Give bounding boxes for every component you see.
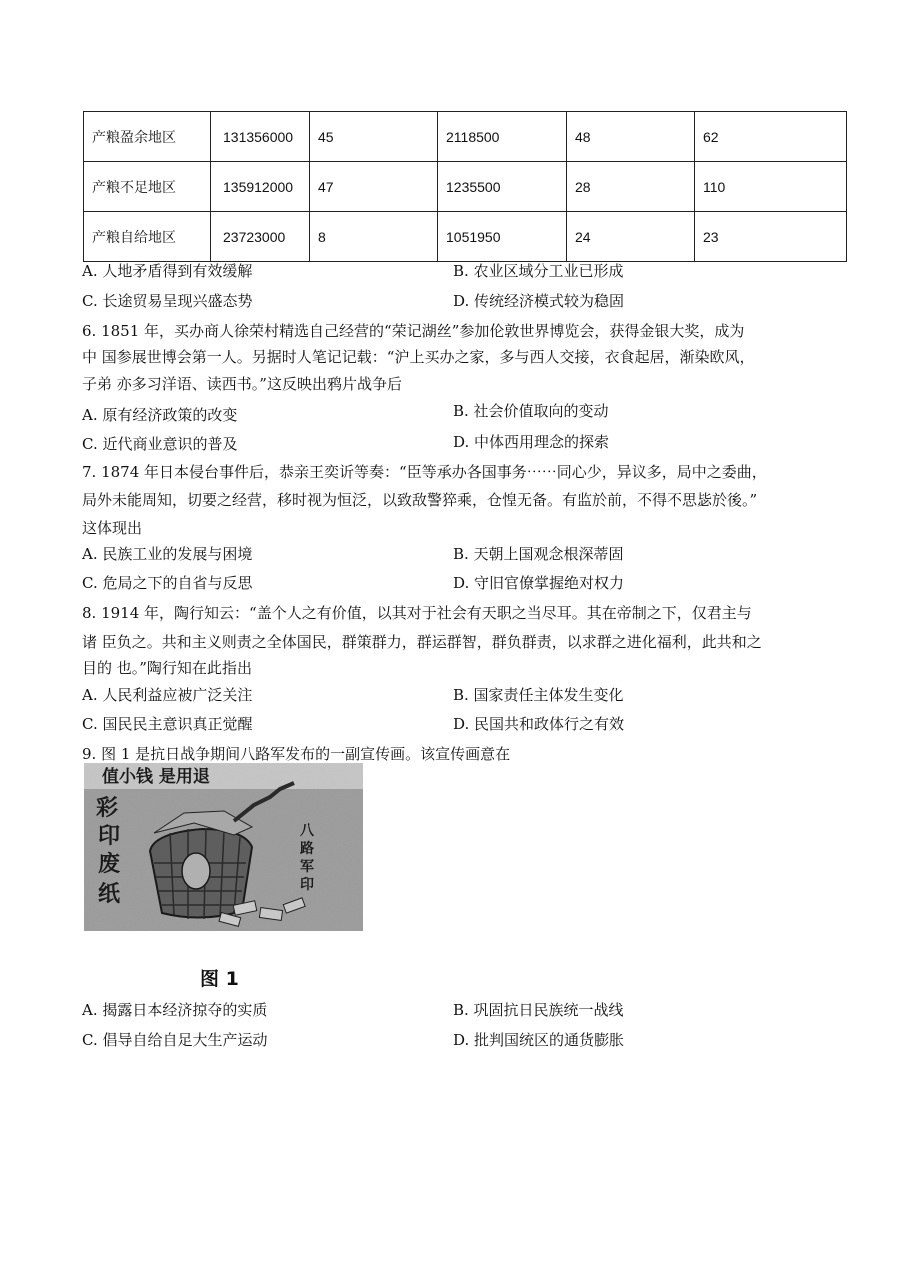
poster-text-top: 值小钱 是用退 xyxy=(102,767,210,787)
q8-option-a[interactable]: A. 人民利益应被广泛关注 xyxy=(82,686,253,704)
q7-option-a[interactable]: A. 民族工业的发展与困境 xyxy=(82,545,253,563)
table-row-label: 产粮盈余地区 xyxy=(84,112,211,162)
table-row xyxy=(84,162,847,212)
q8-option-d[interactable]: D. 民国共和政体行之有效 xyxy=(453,715,625,733)
q8-stem-line: 目的 也。”陶行知在此指出 xyxy=(82,659,252,677)
poster-text-left-char: 彩 xyxy=(96,796,119,821)
poster-text-right-char: 八 xyxy=(300,823,314,839)
poster-text-left-char: 印 xyxy=(98,824,121,849)
table-cell: 47 xyxy=(310,162,438,212)
table-cell: 110 xyxy=(695,162,847,212)
q7-option-c[interactable]: C. 危局之下的自省与反思 xyxy=(82,574,253,592)
table-cell: 8 xyxy=(310,212,438,262)
q6-option-d[interactable]: D. 中体西用理念的探索 xyxy=(453,433,610,451)
q5-option-c[interactable]: C. 长途贸易呈现兴盛态势 xyxy=(82,292,253,310)
table-cell: 45 xyxy=(310,112,438,162)
table-cell: 2118500 xyxy=(438,112,567,162)
table-cell: 23723000 xyxy=(211,212,310,262)
poster-text-left-char: 纸 xyxy=(98,882,121,907)
table-cell: 131356000 xyxy=(211,112,310,162)
q6-option-c[interactable]: C. 近代商业意识的普及 xyxy=(82,435,238,453)
table-cell: 1051950 xyxy=(438,212,567,262)
q6-stem-line: 中 国参展世博会第一人。另据时人笔记记载：“沪上买办之家，多与西人交接，衣食起居，渐染欧风， xyxy=(82,348,755,366)
poster-text-right-char: 军 xyxy=(300,859,314,875)
table-cell: 1235500 xyxy=(438,162,567,212)
table-cell: 28 xyxy=(567,162,695,212)
q6-option-a[interactable]: A. 原有经济政策的改变 xyxy=(82,406,238,424)
table-cell: 48 xyxy=(567,112,695,162)
table-row-label: 产粮自给地区 xyxy=(84,212,211,262)
q8-stem-line: 诸 臣负之。共和主义则责之全体国民，群策群力，群运群智，群负群责，以求群之进化福利，此共和之 xyxy=(82,633,762,651)
q5-option-a[interactable]: A. 人地矛盾得到有效缓解 xyxy=(82,262,253,280)
poster-text-left-char: 废 xyxy=(98,852,121,877)
q7-option-d[interactable]: D. 守旧官僚掌握绝对权力 xyxy=(453,574,625,592)
q9-stem-line: 9. 图 1 是抗日战争期间八路军发布的一副宣传画。该宣传画意在 xyxy=(82,745,511,763)
q7-option-b[interactable]: B. 天朝上国观念根深蒂固 xyxy=(453,545,624,563)
table-cell: 62 xyxy=(695,112,847,162)
table-cell: 23 xyxy=(695,212,847,262)
q8-option-b[interactable]: B. 国家责任主体发生变化 xyxy=(453,686,624,704)
table-cell: 24 xyxy=(567,212,695,262)
table-row xyxy=(84,212,847,262)
q5-option-b[interactable]: B. 农业区域分工业已形成 xyxy=(453,262,624,280)
grain-data-table xyxy=(83,111,847,262)
poster-text-right-char: 印 xyxy=(300,877,314,893)
table-row xyxy=(84,112,847,162)
figure-caption: 图 1 xyxy=(200,968,239,990)
q6-stem-line: 子弟 亦多习洋语、读西书。”这反映出鸦片战争后 xyxy=(82,375,402,393)
table-cell: 135912000 xyxy=(211,162,310,212)
q8-option-c[interactable]: C. 国民民主意识真正觉醒 xyxy=(82,715,253,733)
q6-stem-line: 6. 1851 年，买办商人徐荣村精选自己经营的“荣记湖丝”参加伦敦世界博览会，获得金银大奖，成为 xyxy=(82,322,745,340)
q9-option-d[interactable]: D. 批判国统区的通货膨胀 xyxy=(453,1031,625,1049)
q8-stem-line: 8. 1914 年，陶行知云：“盖个人之有价值，以其对于社会有天职之当尽耳。其在帝制之下，仅君主与 xyxy=(82,604,752,622)
poster-text-right-char: 路 xyxy=(300,841,314,857)
table-row-label: 产粮不足地区 xyxy=(84,162,211,212)
q6-option-b[interactable]: B. 社会价值取向的变动 xyxy=(453,402,609,420)
q9-option-a[interactable]: A. 揭露日本经济掠夺的实质 xyxy=(82,1001,268,1019)
q9-option-c[interactable]: C. 倡导自给自足大生产运动 xyxy=(82,1031,268,1049)
q7-stem-line: 这体现出 xyxy=(82,519,143,537)
q9-option-b[interactable]: B. 巩固抗日民族统一战线 xyxy=(453,1001,624,1019)
propaganda-poster-image xyxy=(84,763,363,931)
q5-option-d[interactable]: D. 传统经济模式较为稳固 xyxy=(453,292,625,310)
q7-stem-line: 局外未能周知，切要之经营，移时视为恒泛，以致敌警猝乘，仓惶无备。有监於前，不得不思毖於後。” xyxy=(82,491,758,509)
q7-stem-line: 7. 1874 年日本侵台事件后，恭亲王奕䜣等奏：“臣等承办各国事务⋯⋯同心少，异议多，局中之委曲， xyxy=(82,463,767,481)
